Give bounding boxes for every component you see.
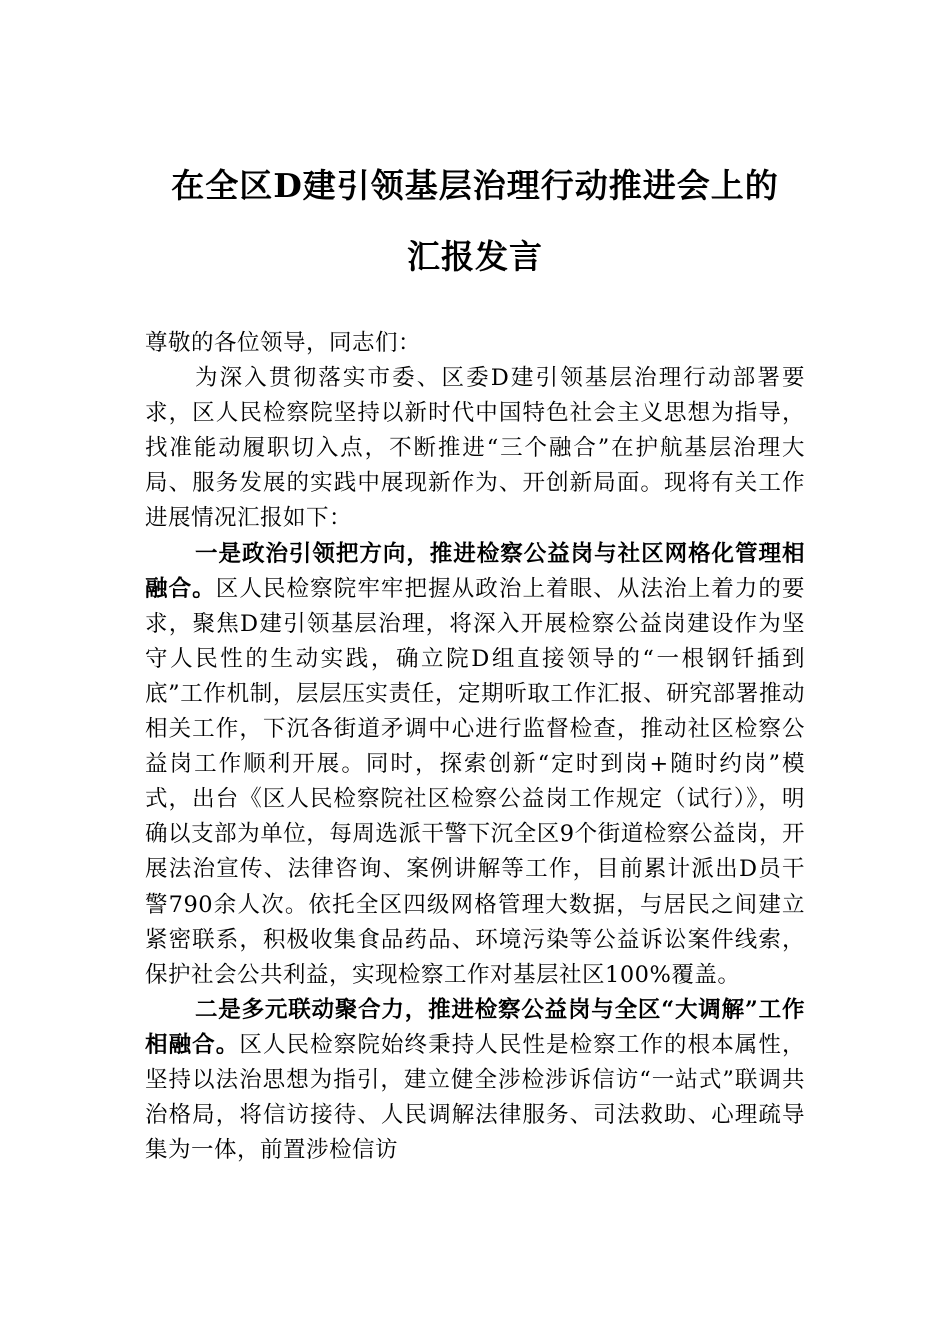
intro-paragraph: 为深入贯彻落实市委、区委D建引领基层治理行动部署要求，区人民检察院坚持以新时代中国特色社会主义思想为指导，找准能动履职切入点，不断推进“三个融合”在护航基层治理大局、服务发展的实践中展现新作为、开创新局面。现将有关工作进展情况汇报如下： [145, 365, 805, 532]
document-body [145, 326, 805, 1168]
section-1-text: 区人民检察院牢牢把握从政治上着眼、从法治上着力的要求，聚焦D建引领基层治理，将深入开展检察公益岗建设作为坚守人民性的生动实践，确立院D组直接领导的“一根钢钎插到底”工作机制，层层压实责任，定期听取工作汇报、研究部署推动相关工作，下沉各街道矛调中心进行监督检查，推动社区检察公益岗工作顺利开展。同时，探索创新“定时到岗+随时约岗”模式，出台《区人民检察院社区检察公益岗工作规定（试行）》，明确以支部为单位，每周选派干警下沉全区9个街道检察公益岗，开展法治宣传、法律咨询、案例讲解等工作，目前累计派出D员干警790余人次。依托全区四级网格管理大数据，与居民之间建立紧密联系，积极收集食品药品、环境污染等公益诉讼案件线索，保护社会公共利益，实现检察工作对基层社区100%覆盖。 [145, 575, 805, 988]
section-2-heading: 二是多元联动聚合力，推进检察公益岗与全区“大调解”工作相融合。 [145, 996, 805, 1058]
document-title-line-1: 在全区D建引领基层治理行动推进会上的 [171, 166, 779, 205]
section-2-text: 区人民检察院始终秉持人民性是检察工作的根本属性，坚持以法治思想为指引，建立健全涉检涉诉信访“一站式”联调共治格局，将信访接待、人民调解法律服务、司法救助、心理疏导集为一体，前置涉检信访 [145, 1031, 805, 1164]
greeting: 尊敬的各位领导，同志们： [145, 330, 422, 356]
section-1-heading: 一是政治引领把方向，推进检察公益岗与社区网格化管理相融合。 [145, 540, 805, 602]
section-1-paragraph [145, 537, 805, 993]
section-2-paragraph [145, 993, 805, 1168]
document-title-line-2: 汇报发言 [407, 237, 543, 276]
